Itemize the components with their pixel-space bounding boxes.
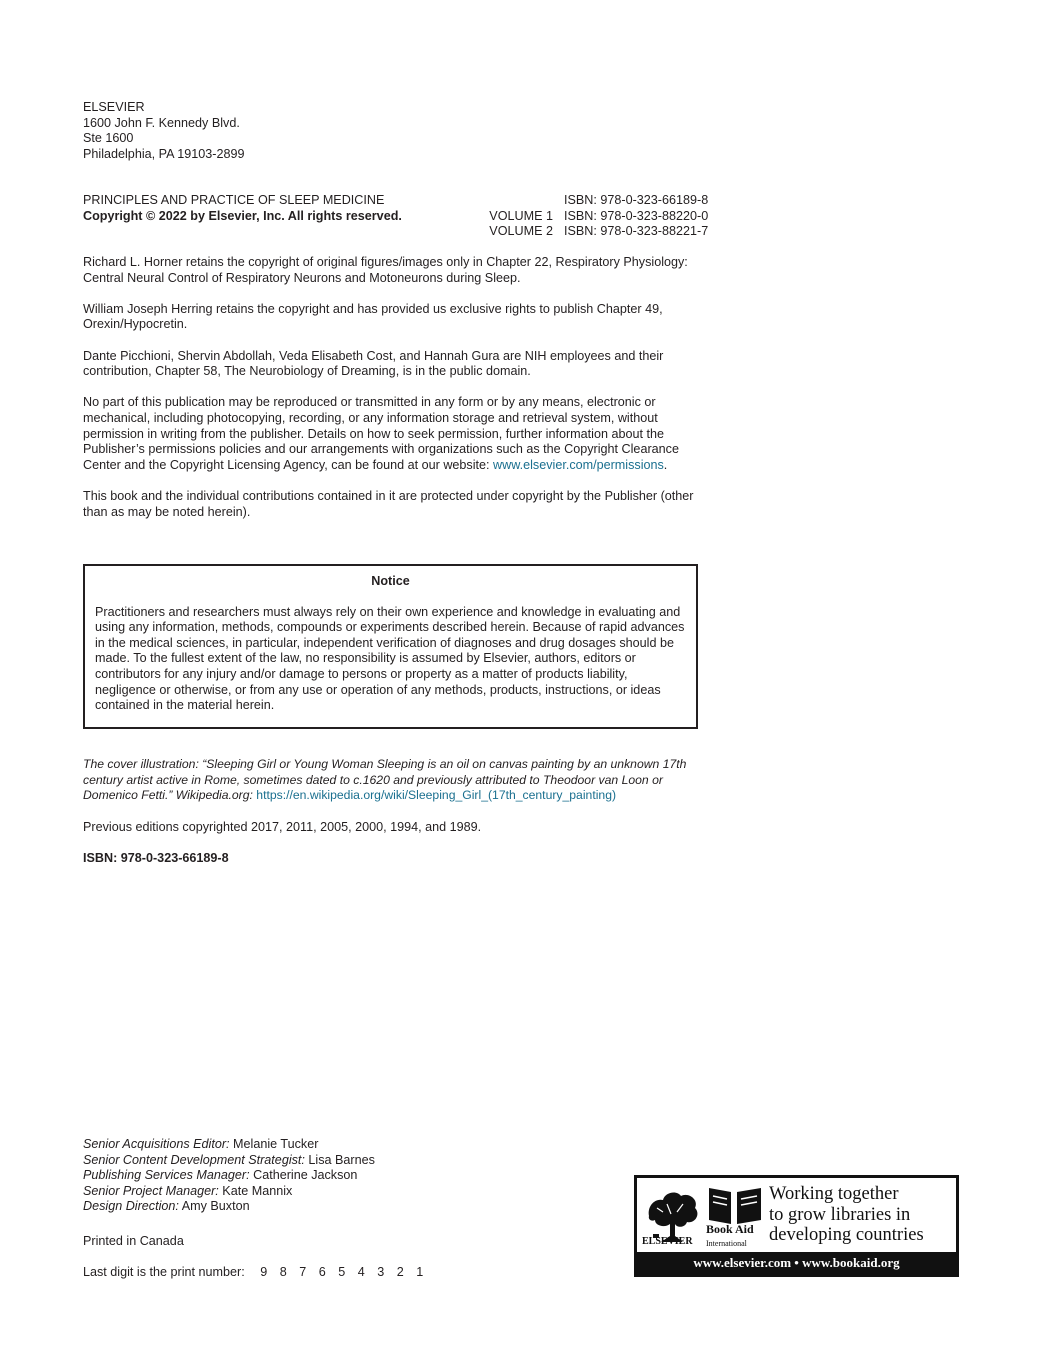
staff-credits bbox=[83, 1137, 503, 1215]
bookaid-slogan: Working together to grow libraries in developing countries bbox=[769, 1184, 924, 1245]
cover-text: The cover illustration: “Sleeping Girl or Young Woman Sleeping is an oil on canvas painting by an unknown 17th century artist active in Rome, sometimes dated to c.1620 and previously attributed to Theodoor van Loon or Domenico Fetti.” Wikipedia.org: bbox=[83, 757, 687, 803]
address-line: ELSEVIER bbox=[83, 100, 145, 114]
permissions-end: . bbox=[663, 457, 668, 472]
notice-title: Notice bbox=[371, 574, 410, 588]
bookaid-badge bbox=[634, 1175, 959, 1277]
credit-line: Senior Content Development Strategist: Lisa Barnes bbox=[83, 1152, 375, 1167]
volume1-isbn: ISBN: 978-0-323-88220-0 bbox=[564, 208, 709, 223]
copyright-line: Copyright © 2022 by Elsevier, Inc. All rights reserved. bbox=[83, 208, 402, 223]
paragraph-protection: This book and the individual contributions contained in it are protected under copyright by the Publisher (other than as may be noted herein). bbox=[83, 488, 694, 519]
elsevier-wordmark: ELSEVIER bbox=[642, 1236, 693, 1247]
print-number-digits: 9 8 7 6 5 4 3 2 1 bbox=[260, 1265, 424, 1279]
previous-editions: Previous editions copyrighted 2017, 2011, 2005, 2000, 1994, and 1989. bbox=[83, 820, 482, 834]
permissions-link[interactable]: www.elsevier.com/permissions bbox=[493, 457, 664, 472]
address-line: 1600 John F. Kennedy Blvd. bbox=[83, 115, 240, 130]
cover-wikipedia-link[interactable]: https://en.wikipedia.org/wiki/Sleeping_Girl_(17th_century_painting) bbox=[256, 788, 617, 803]
volume1-label: VOLUME 1 bbox=[489, 208, 553, 223]
credit-line: Publishing Services Manager: Catherine Jackson bbox=[83, 1168, 358, 1183]
title-block bbox=[83, 193, 709, 240]
paragraph-herring: William Joseph Herring retains the copyright and has provided us exclusive rights to publish Chapter 49, Orexin/Hypocretin. bbox=[83, 301, 663, 332]
print-number bbox=[83, 1265, 436, 1281]
isbn-main: ISBN: 978-0-323-66189-8 bbox=[564, 193, 709, 207]
credit-line: Design Direction: Amy Buxton bbox=[83, 1199, 250, 1214]
volume2-label: VOLUME 2 bbox=[489, 224, 553, 239]
copyright-paragraphs bbox=[83, 255, 703, 536]
address-line: Philadelphia, PA 19103-2899 bbox=[83, 146, 245, 161]
volume2-isbn: ISBN: 978-0-323-88221-7 bbox=[564, 224, 709, 239]
bookaid-wordmark: Book Aid bbox=[706, 1222, 754, 1236]
credit-line: Senior Acquisitions Editor: Melanie Tucker bbox=[83, 1137, 319, 1151]
isbn-bottom: ISBN: 978-0-323-66189-8 bbox=[83, 851, 229, 865]
book-title: PRINCIPLES AND PRACTICE OF SLEEP MEDICINE bbox=[83, 193, 385, 207]
cover-illustration-credit bbox=[83, 757, 703, 804]
print-number-label: Last digit is the print number: bbox=[83, 1265, 245, 1279]
credit-line: Senior Project Manager: Kate Mannix bbox=[83, 1183, 293, 1198]
notice-text: Practitioners and researchers must always rely on their own experience and knowledge in evaluating and using any information, methods, compounds or experiments described herein. Because of rapid advances in the medical sciences, in particular, independent verification of diagnoses and drug dosages should be made. To the fullest extent of the law, no responsibility is assumed by Elsevier, authors, editors or contributors for any injury and/or damage to persons or property as a matter of products liability, negligence or otherwise, or from any use or operation of any methods, products, instructions, or ideas contained in the material herein. bbox=[95, 604, 685, 713]
address-line: Ste 1600 bbox=[83, 131, 134, 146]
permissions-text: No part of this publication may be reproduced or transmitted in any form or by any means, electronic or mechanical, including photocopying, recording, or any information storage and retrieval system, without permission in writing from the publisher. Details on how to seek permission, further information about the Publisher’s permissions policies and our arrangements with organizations such as the Copyright Clearance Center and the Copyright Licensing Agency, can be found at our website: bbox=[83, 395, 679, 472]
bookaid-footer-urls: www.elsevier.com • www.bookaid.org bbox=[637, 1252, 956, 1274]
publisher-address bbox=[83, 100, 383, 162]
notice-box bbox=[83, 564, 698, 729]
bookaid-subwordmark: International bbox=[706, 1239, 747, 1248]
paragraph-permissions bbox=[83, 395, 703, 473]
printed-in: Printed in Canada bbox=[83, 1234, 184, 1248]
paragraph-picchioni: Dante Picchioni, Shervin Abdollah, Veda Elisabeth Cost, and Hannah Gura are NIH employees and their contribution, Chapter 58, The Neurobiology of Dreaming, is in the public domain. bbox=[83, 348, 664, 379]
paragraph-horner: Richard L. Horner retains the copyright of original figures/images only in Chapter 22, Respiratory Physiology: Central Neural Control of Respiratory Neurons and Motoneurons during Sleep. bbox=[83, 255, 688, 285]
